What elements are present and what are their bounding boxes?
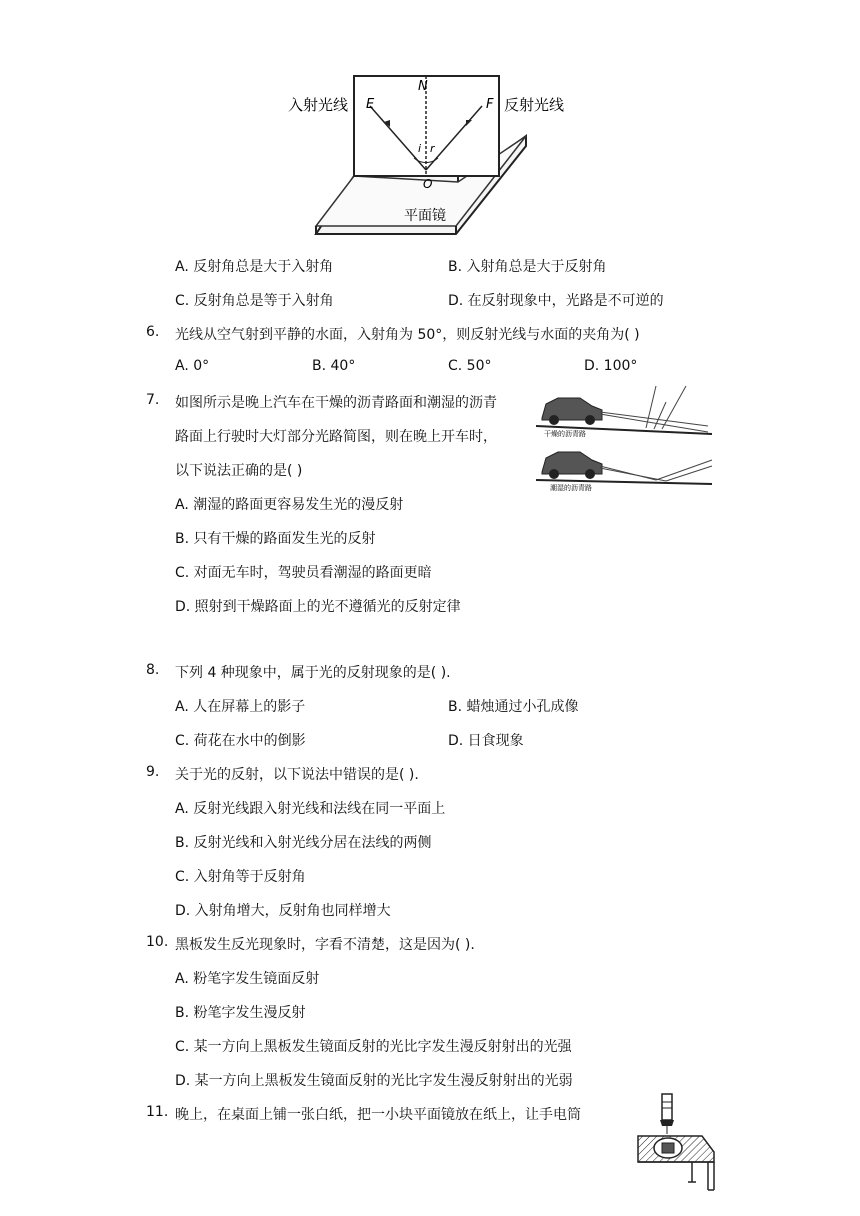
- q5-option-a: A. 反射角总是大于入射角: [175, 259, 334, 275]
- q7-line2: 路面上行驶时大灯部分光路简图，则在晚上开车时，: [175, 429, 497, 445]
- q6-option-c: C. 50°: [448, 358, 492, 374]
- label-incident: 入射光线: [288, 96, 349, 114]
- q9-option-a: A. 反射光线跟入射光线和法线在同一平面上: [175, 801, 446, 817]
- q7-line3: 以下说法正确的是( ): [175, 463, 303, 479]
- label-mirror: 平面镜: [404, 208, 446, 224]
- q5-option-b: B. 入射角总是大于反射角: [448, 259, 607, 275]
- q5-option-d: D. 在反射现象中，光路是不可逆的: [448, 293, 664, 309]
- q11-number: 11.: [146, 1104, 169, 1120]
- dry-road-label: 干燥的沥青路: [544, 430, 586, 438]
- q9-option-b: B. 反射光线和入射光线分居在法线的两侧: [175, 835, 432, 851]
- car-road-figure: [536, 382, 716, 494]
- label-N: N: [418, 79, 428, 94]
- q9-option-d: D. 入射角增大，反射角也同样增大: [175, 903, 391, 919]
- q10-option-c: C. 某一方向上黑板发生镜面反射的光比字发生漫反射射出的光强: [175, 1039, 572, 1055]
- q8-text: 下列 4 种现象中，属于光的反射现象的是( ).: [175, 665, 451, 681]
- reflection-figure: [286, 70, 586, 245]
- label-r: r: [430, 142, 435, 155]
- q7-line1: 如图所示是晚上汽车在干燥的沥青路面和潮湿的沥青: [175, 395, 497, 411]
- q8-option-c: C. 荷花在水中的倒影: [175, 733, 306, 749]
- flashlight-mirror-figure: [632, 1090, 722, 1195]
- q6-option-d: D. 100°: [584, 358, 638, 374]
- q8-number: 8.: [146, 662, 160, 678]
- q6-option-b: B. 40°: [312, 358, 356, 374]
- q7-number: 7.: [146, 392, 160, 408]
- q6-number: 6.: [146, 324, 160, 340]
- q7-option-a: A. 潮湿的路面更容易发生光的漫反射: [175, 497, 404, 513]
- dry-road-panel: [536, 386, 712, 438]
- q8-option-b: B. 蜡烛通过小孔成像: [448, 699, 579, 715]
- wet-road-panel: [536, 452, 712, 492]
- label-reflect: 反射光线: [504, 96, 565, 114]
- q8-option-a: A. 人在屏幕上的影子: [175, 699, 306, 715]
- label-E: E: [366, 97, 375, 112]
- q10-option-d: D. 某一方向上黑板发生镜面反射的光比字发生漫反射射出的光弱: [175, 1073, 573, 1089]
- q10-option-b: B. 粉笔字发生漫反射: [175, 1005, 306, 1021]
- q9-text: 关于光的反射，以下说法中错误的是( ).: [175, 767, 419, 783]
- q5-option-c: C. 反射角总是等于入射角: [175, 293, 334, 309]
- q6-option-a: A. 0°: [175, 358, 210, 374]
- q7-option-d: D. 照射到干燥路面上的光不遵循光的反射定律: [175, 599, 461, 615]
- q9-option-c: C. 入射角等于反射角: [175, 869, 306, 885]
- q7-option-b: B. 只有干燥的路面发生光的反射: [175, 531, 376, 547]
- q10-option-a: A. 粉笔字发生镜面反射: [175, 971, 320, 987]
- q11-text: 晚上，在桌面上铺一张白纸，把一小块平面镜放在纸上，让手电筒: [175, 1107, 581, 1123]
- label-O: O: [423, 177, 433, 191]
- q6-text: 光线从空气射到平静的水面，入射角为 50°，则反射光线与水面的夹角为( ): [175, 327, 640, 343]
- q10-text: 黑板发生反光现象时，字看不清楚，这是因为( ).: [175, 937, 475, 953]
- q9-number: 9.: [146, 764, 160, 780]
- label-i: i: [418, 142, 422, 155]
- wet-road-label: 潮湿的沥青路: [550, 484, 592, 492]
- q7-option-c: C. 对面无车时，驾驶员看潮湿的路面更暗: [175, 565, 432, 581]
- q10-number: 10.: [146, 934, 169, 950]
- label-F: F: [486, 97, 494, 112]
- q8-option-d: D. 日食现象: [448, 733, 524, 749]
